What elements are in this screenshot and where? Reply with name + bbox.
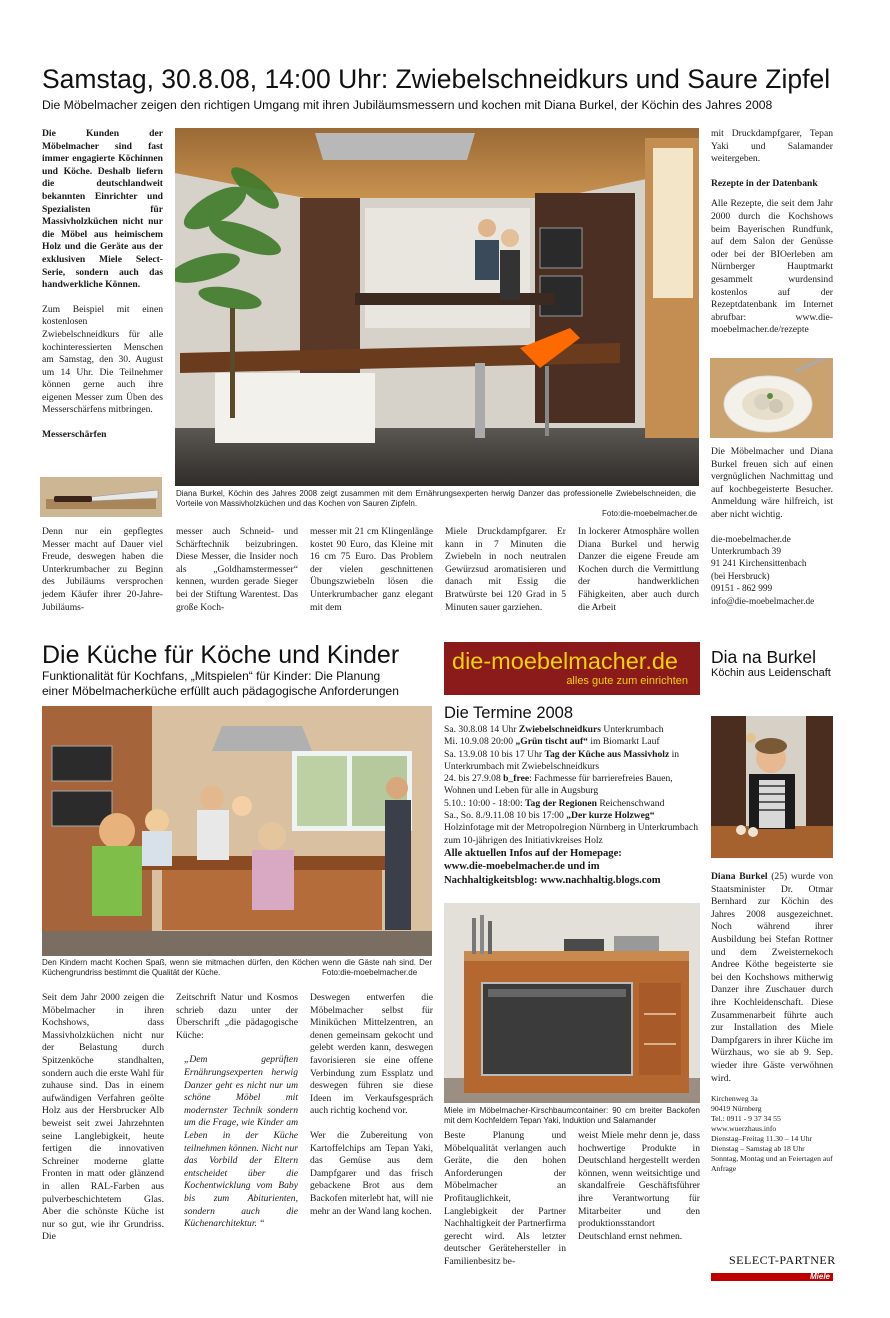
article1-caption [176, 489, 696, 509]
article1-right-col [711, 128, 833, 349]
article2-caption-text: Den Kindern macht Kochen Spaß, wenn sie mitmachen dürfen, den Köchen wenn die Gäste nah sind. Der Küchengrundriss bestimmt die Qualität der Küche. [42, 958, 432, 977]
headline-1: Samstag, 30.8.08, 14:00 Uhr: Zwiebelschneidkurs und Saure Zipfel [42, 64, 831, 94]
homepage-line-1: Alle aktuellen Infos auf der Homepage: [444, 847, 622, 859]
article1-col1 [42, 128, 163, 450]
termine-entry: Sa., So. 8./9.11.08 10 bis 17:00 „Der kurze Holzweg“ Holzinfotage mit der Metropolregion Nürnberg in Unterkrumbach zum 10-jährigen des Initiativkreises Holz [444, 810, 698, 846]
termine-entry: Sa. 13.9.08 10 bis 17 Uhr Tag der Küche aus Massivholz in Unterkrumbach mit Zwiebelschneidkurs [444, 748, 680, 772]
address-line: 09151 - 862 999 [711, 584, 773, 595]
diana-portrait-photo [711, 716, 833, 858]
termine-entry: Mi. 10.9.08 20:00 „Grün tischt auf“ im Biomarkt Lauf [444, 736, 660, 748]
address-line[interactable]: die-moebelmacher.de [711, 534, 791, 545]
address-line: 91 241 Kirchensittenbach [711, 559, 807, 570]
diana-bio-text: Diana Burkel (25) wurde von Staatsminister Dr. Otmar Bernhard zur Köchin des Jahres 2008 ausgezeichnet. Noch während ihrer Ausbildung bei Stefan Rottner und dem Zweisternekoch Andree Köthe begeisterte sie bei den Kochshows mitherwig Danzer ihre Zuschauer durch ihre Kochleidenschaft. Diese Zusammenarbeit führte auch zur Installation des Miele Dampfgarers in ihrer Küche im Würzhaus, wo sie ab 9. Sep. wieder ihre Gäste verwöhnen wird. [711, 871, 833, 1084]
article1-credit: Foto:die-moebelmacher.de [602, 509, 698, 518]
recipe-subheading: Rezepte in der Datenbank [711, 177, 818, 189]
article1-right-p1: mit Druckdampfgarer, Tepan Yaki und Salamander weitergeben. [711, 128, 833, 165]
termine-col2: weist Miele mehr denn je, dass hochwertige Produkte in Deutschland hergestellt werden können, wenn weitsichtige und skandalfreie Geschäftsführer ihre Verantwortung für Mitarbeiter und den produktionsstandort Deutschland ernst nehmen. [578, 1130, 700, 1242]
article1-para3: Denn nur ein gepflegtes Messer macht auf Dauer viel Freude, deswegen haben die Unterkrumbacher zu Beginn des Jubiläums versprochen jedem Käufer ihrer 20-Jahre-Jubiläums- [42, 526, 163, 613]
diana-title: Köchin aus Leidenschaft [711, 667, 831, 679]
article2-col3-p1: Deswegen entwerfen die Möbelmacher selbst für Miniküchen Mittelzentren, an denen gemeinsam gekocht und gelebt werden kann, deswegen favorisieren sie eine offene Verbindung zum Essplatz und deswegen führen sie diese Ideen im Verkaufsgespräch auch richtig kochend vor. [310, 992, 433, 1117]
contact-line[interactable]: www.wuerzhaus.info [711, 1124, 777, 1133]
logo-main-text: die-moebelmacher.de [452, 648, 678, 674]
family-kitchen-photo [42, 706, 432, 956]
article1-caption-text: Diana Burkel, Köchin des Jahres 2008 zeigt zusammen mit dem Ernährungsexperten herwig Danzer das professionelle Zwiebelschneiden, die Vorteile von Massivholzküchen und das Kochen von Sauren Zipfeln. [176, 489, 696, 508]
contact-line: Dienstag–Freitag 11.30 – 14 Uhr [711, 1134, 813, 1143]
address-line: (bei Hersbruck) [711, 571, 770, 582]
recipe-dish-photo [710, 358, 833, 438]
termine-list [444, 724, 700, 887]
article1-col4: Miele Druckdampfgarer. Er kann in 7 Minuten die Zwiebeln in noch neutralen Gewürzsud aromatisieren und danach mit Essig die Bratwürste bei 120 Grad in 5 Minuten sauer garziehen. [445, 526, 566, 613]
miele-logo-bar [711, 1273, 833, 1281]
diana-contact [711, 1094, 833, 1174]
termine-caption [444, 1106, 700, 1126]
article1-right-bottom [711, 446, 833, 608]
address-block [711, 534, 833, 608]
article2-col3-p2: Wer die Zubereitung von Kartoffelchips am Tepan Yaki, das Gemüse aus dem Dampfgarer und das frisch gebackene Brot aus dem Backofen miterlebt hat, will nie mehr an der Wand lang kochen. [310, 1129, 433, 1217]
article2-col3 [310, 992, 433, 1230]
article1-col5: In lockerer Atmosphäre wollen Diana Burkel und herwig Danzer die eigene Freude am Kochen durch die Vermittlung der handwerklichen Fähigkeiten, aber auch durch die Arbeit [578, 526, 699, 613]
contact-line: Tel.: 0911 - 9 37 34 55 [711, 1114, 781, 1123]
subhead-2a: Funktionalität für Kochfans, „Mitspielen“ für Kinder: Die Planung [42, 669, 381, 683]
blog-link[interactable]: Nachhaltigkeitsblog: www.nachhaltig.blogs.com [444, 874, 661, 886]
termine-entry: 24. bis 27.9.08 b_free: Fachmesse für barrierefreies Bauen, Wohnen und Leben für alle in Augsburg [444, 773, 673, 797]
subhead-2b: einer Möbelmacherküche erfüllt auch pädagogische Anforderungen [42, 684, 399, 698]
miele-oven-photo [444, 903, 700, 1103]
article1-para2: Zum Beispiel mit einen kostenlosen Zwiebelschneidkurs für alle kochinteressierten Menschen am Samstag, den 30. August um 14 Uhr. Die Teilnehmer können gerne auch ihre eigenen Messer zum Üben des Messerschärfens mitbringen. [42, 303, 163, 416]
address-line: Unterkrumbach 39 [711, 546, 781, 557]
article2-col2 [176, 992, 298, 1243]
article1-right-p2: Alle Rezepte, die seit dem Jahr 2000 durch die Kochshows beim Bayerischen Rundfunk, auf dem Salon der Genüsse oder bei der BIOerleben am Nürnberger Hauptmarkt gesammelt wurdensind kostenlos auf der Rezeptdatenbank im Internet abrufbar: www.die-moebelmacher.de/rezepte [711, 198, 833, 336]
miele-logo-text: Miele [809, 1272, 830, 1281]
article2-col1: Seit dem Jahr 2000 zeigen die Möbelmacher in ihren Kochshows, dass Massivholzküchen nicht nur der Belastung durch Spitzenköche standhalten, sondern auch die erste Wahl für zuhause sind. Das in einem aufwändigen Verfahren geölte Holz aus der Hersbrucker Alb beweist seit zwei Jahrzehnten seine Langlebigkeit, heute fertigen die innovativen Schreiner moderne glatte Fronten in matt oder glänzend in allen RAL-Farben aus pulverbeschichtetem Glas. Aber die schönste Küche ist nur so gut, wie ihr Grundriss. Die [42, 992, 164, 1243]
article1-col2: messer auch Schneid- und Schärftechnik beizubringen. Diese Messer, die Insider noch als „Goldhamstermesser“ kennen, wurden gerade Sieger bei der Stiftung Warentest. Das große Koch- [176, 526, 298, 613]
article1-col3: messer mit 21 cm Klingenlänge kostet 90 Euro, das Kleine mit 16 cm 75 Euro. Das Problem der vielen geschnittenen Übungszwiebeln lösen die Unterkrumbacher ganz elegant mit dem [310, 526, 433, 613]
article1-subheading: Messerschärfen [42, 429, 107, 441]
article2-quote: „Dem geprüften Ernährungsexperten herwig Danzer geht es nicht nur um schöne Möbel mit modernster Technik sondern um die Frage, wie Kinder am Leben in der Küche teilnehmen können. Nicht nur das Vorbild der Eltern entscheidet über die Kochentwicklung vom Baby bis zum Abiturienten, sondern auch die Küchenarchitektur. “ [184, 1054, 298, 1230]
contact-line: Sonntag, Montag und an Feiertagen auf Anfrage [711, 1154, 833, 1173]
homepage-link[interactable]: www.die-moebelmacher.de und im [444, 861, 600, 873]
address-line[interactable]: info@die-moebelmacher.de [711, 596, 815, 607]
select-partner-label: SELECT-PARTNER [729, 1253, 836, 1267]
subhead-1: Die Möbelmacher zeigen den richtigen Umgang mit ihren Jubiläumsmessern und kochen mit Diana Burkel, der Köchin des Jahres 2008 [42, 98, 773, 112]
main-kitchen-photo [175, 128, 699, 486]
termine-col1: Beste Planung und Möbelqualität verlangen auch Geräte, die den hohen Anforderungen der Möbelmacher an Profitauglichkeit, Langlebigkeit der Partner Nachhaltigkeit der Partnerfirma gerecht wird. Als letzter deutscher Gerätehersteller in Familienbesitz be- [444, 1130, 567, 1267]
diana-bio [711, 871, 833, 1097]
termine-heading: Die Termine 2008 [444, 704, 574, 722]
article2-col2-intro: Zeitschrift Natur und Kosmos schrieb dazu unter der Überschrift „die pädagogische Küche: [176, 992, 298, 1041]
moebelmacher-logo[interactable] [444, 642, 700, 695]
contact-line: 90419 Nürnberg [711, 1104, 762, 1113]
article2-credit: Foto:die-moebelmacher.de [322, 968, 418, 977]
article1-col1-bottom [42, 526, 163, 626]
contact-line: Dienstag – Samstag ab 18 Uhr [711, 1144, 805, 1153]
termine-caption-text: Miele im Möbelmacher-Kirschbaumcontainer: 90 cm breiter Backofen mit dem Kochfeldern Tepan Yaki, Induktion und Salamander [444, 1106, 700, 1125]
knife-photo [40, 477, 162, 517]
article1-lead: Die Kunden der Möbelmacher sind fast immer engagierte Köchinnen und Köche. Deshalb liefern die deutschlandweit bekannten Einrichter und Spezialisten für Massivholzküchen nicht nur die Möbel aus heimischem Holz und die Geräte aus der exklusiven Miele Select-Serie, sondern auch das handwerkliche Können. [42, 128, 163, 291]
headline-2: Die Küche für Köche und Kinder [42, 641, 400, 669]
logo-tagline: alles gute zum einrichten [566, 675, 688, 687]
diana-name-heading: Dia na Burkel [711, 647, 817, 667]
termine-entry: Sa. 30.8.08 14 Uhr Zwiebelschneidkurs Unterkrumbach [444, 724, 664, 735]
knife-icon [40, 477, 162, 517]
contact-line: Kirchenweg 3a [711, 1094, 758, 1103]
article1-right-p3: Die Möbelmacher und Diana Burkel freuen sich auf einen vergnüglichen Nachmittag und auf kochbegeisterte Besucher. Anmeldung wäre hilfreich, ist aber nicht wichtig. [711, 446, 833, 520]
termine-entry: 5.10.: 10:00 - 18:00: Tag der Regionen Reichenschwand [444, 797, 665, 809]
